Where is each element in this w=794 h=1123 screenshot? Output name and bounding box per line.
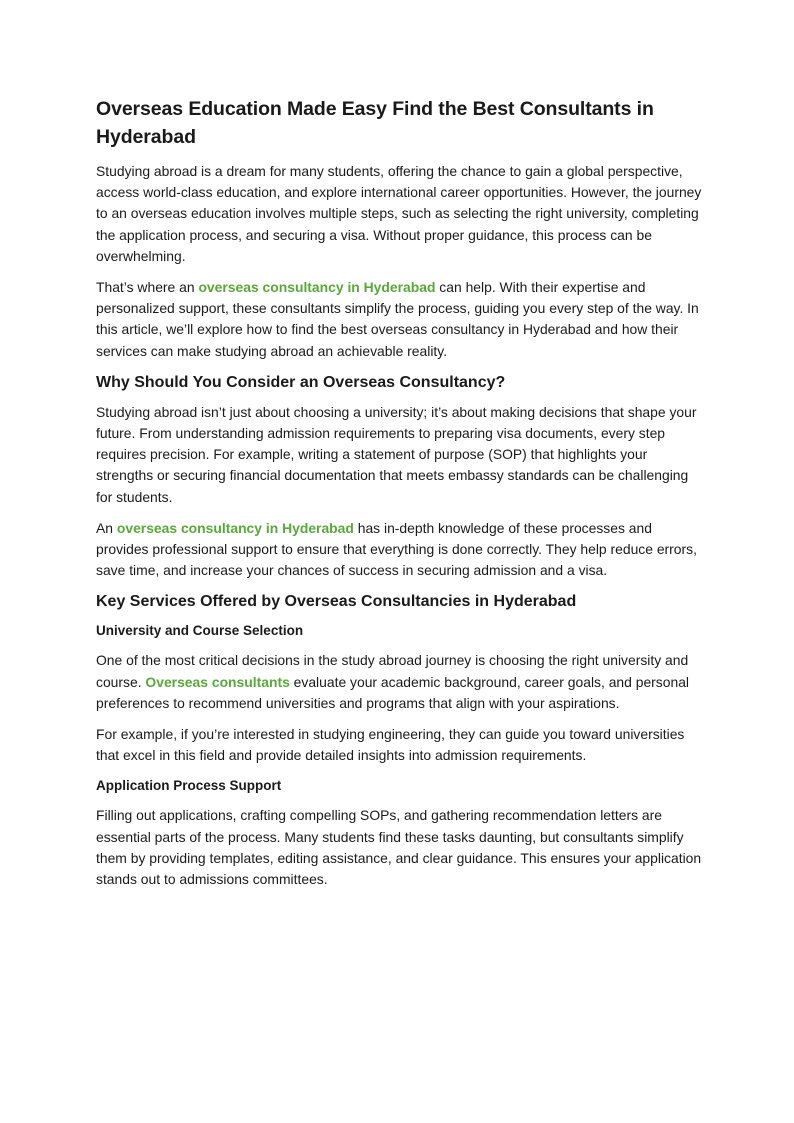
course-selection-paragraph-1-text-after: evaluate your academic background, career goals, and personal preferences to recommend universities and programs that align with your aspirations. (96, 673, 690, 711)
overseas-consultancy-link[interactable]: overseas consultancy in Hyderabad (116, 519, 354, 536)
document-page (96, 95, 702, 900)
course-selection-paragraph-1-text-before: One of the most critical decisions in the study abroad journey is choosing the right university and course. (96, 652, 689, 690)
application-support-paragraph-1: Filling out applications, crafting compelling SOPs, and gathering recommendation letters are essential parts of the process. Many students find these tasks daunting, but consultants simplify them by providing templates, editing assistance, and clear guidance. This ensures your application stands out to admissions committees. (96, 807, 702, 888)
intro-paragraph-2-text-before: That’s where an (96, 279, 199, 296)
course-selection-paragraph-2: For example, if you’re interested in studying engineering, they can guide you toward universities that excel in this field and provide detailed insights into admission requirements. (96, 726, 685, 764)
page-title: Overseas Education Made Easy Find the Best Consultants in Hyderabad (96, 98, 654, 148)
section-heading-key-services: Key Services Offered by Overseas Consultancies in Hyderabad (96, 593, 577, 611)
overseas-consultancy-link[interactable]: overseas consultancy in Hyderabad (198, 279, 436, 296)
subheading-application-process-support: Application Process Support (96, 778, 282, 794)
why-consider-paragraph-2-text-after: has in-depth knowledge of these processes and provides professional support to ensure that everything is done correctly. They help reduce errors, save time, and increase your chances of success in securing admission and a visa. (96, 519, 697, 579)
course-selection-paragraph-1 (96, 650, 702, 714)
intro-paragraph-1: Studying abroad is a dream for many students, offering the chance to gain a global perspective, access world-class education, and explore international career opportunities. However, the journey to an overseas education involves multiple steps, such as selecting the right university, completing the application process, and securing a visa. Without proper guidance, this process can be overwhelming. (96, 163, 702, 264)
overseas-consultants-link[interactable]: Overseas consultants (145, 673, 290, 690)
why-consider-paragraph-2-text-before: An (96, 519, 117, 536)
subheading-university-course-selection: University and Course Selection (96, 623, 304, 639)
why-consider-paragraph-2 (96, 518, 702, 582)
why-consider-paragraph-1: Studying abroad isn’t just about choosing a university; it’s about making decisions that shape your future. From understanding admission requirements to preparing visa documents, every step requires precision. For example, writing a statement of purpose (SOP) that highlights your strengths or securing financial documentation that meets embassy standards can be challenging for students. (96, 403, 697, 505)
section-heading-why-consider: Why Should You Consider an Overseas Consultancy? (96, 373, 506, 391)
intro-paragraph-2-text-after: can help. With their expertise and personalized support, these consultants simplify the process, guiding you every step of the way. In this article, we’ll explore how to find the best overseas consultancy in Hyderabad and how their services can make studying abroad an achievable reality. (96, 279, 699, 359)
intro-paragraph-2 (96, 277, 702, 362)
